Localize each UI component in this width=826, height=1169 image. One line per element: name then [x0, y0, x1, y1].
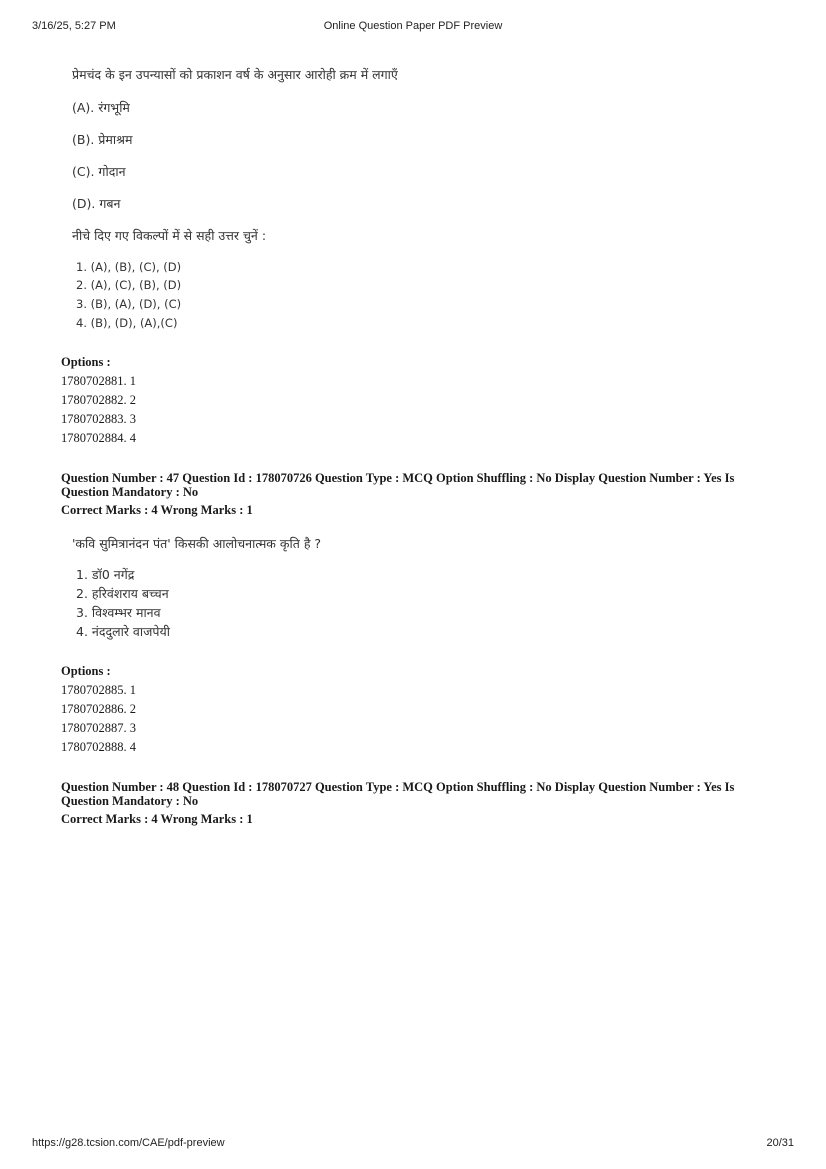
q46-choice-1: 1. (A), (B), (C), (D): [76, 260, 182, 274]
q48-marks: Correct Marks : 4 Wrong Marks : 1: [61, 812, 253, 826]
q47-question-text: 'कवि सुमित्रानंदन पंत' किसकी आलोचनात्मक कृति है ?: [72, 536, 322, 551]
footer-url[interactable]: https://g28.tcsion.com/CAE/pdf-preview: [32, 1137, 225, 1149]
q46-option-3: 1780702883. 3: [61, 412, 136, 426]
q47-meta: [61, 471, 761, 499]
q46-option-1: 1780702881. 1: [61, 374, 136, 388]
document-title: Online Question Paper PDF Preview: [323, 20, 503, 32]
q46-item-a: (A). रंगभूमि: [72, 100, 130, 115]
q48-meta: [61, 780, 761, 808]
q46-option-2: 1780702882. 2: [61, 393, 136, 407]
q47-option-2: 1780702886. 2: [61, 702, 136, 716]
print-datetime: 3/16/25, 5:27 PM: [32, 20, 116, 32]
q47-choice-2: 2. हरिवंशराय बच्चन: [76, 586, 169, 601]
q46-question-text: प्रेमचंद के इन उपन्यासों को प्रकाशन वर्ष के अनुसार आरोही क्रम में लगाएँ: [72, 67, 398, 82]
q46-item-b: (B). प्रेमाश्रम: [72, 132, 133, 147]
q47-option-4: 1780702888. 4: [61, 740, 136, 754]
q47-marks: Correct Marks : 4 Wrong Marks : 1: [61, 503, 253, 517]
page-number: 20/31: [766, 1137, 794, 1149]
q46-choice-3: 3. (B), (A), (D), (C): [76, 297, 182, 311]
q46-item-d: (D). गबन: [72, 196, 121, 211]
q46-instruction: नीचे दिए गए विकल्पों में से सही उत्तर चुनें :: [72, 228, 267, 243]
q47-choice-4: 4. नंददुलारे वाजपेयी: [76, 624, 170, 639]
q47-options-label: Options :: [61, 664, 111, 678]
q46-options-label: Options :: [61, 355, 111, 369]
q48-meta-line1: Question Number : 48 Question Id : 178070727 Question Type : MCQ Option Shuffling : No Display Question Number : Yes Is: [61, 780, 735, 794]
q48-meta-line2: Question Mandatory : No: [61, 794, 199, 808]
q46-item-c: (C). गोदान: [72, 164, 126, 179]
q47-meta-line2: Question Mandatory : No: [61, 485, 199, 499]
q47-choice-3: 3. विश्वम्भर मानव: [76, 605, 161, 620]
q47-option-3: 1780702887. 3: [61, 721, 136, 735]
q47-option-1: 1780702885. 1: [61, 683, 136, 697]
q46-choice-2: 2. (A), (C), (B), (D): [76, 278, 182, 292]
page-header: [0, 20, 826, 34]
q46-choice-4: 4. (B), (D), (A),(C): [76, 316, 178, 330]
q47-meta-line1: Question Number : 47 Question Id : 178070726 Question Type : MCQ Option Shuffling : No Display Question Number : Yes Is: [61, 471, 735, 485]
page-footer: [0, 1137, 826, 1151]
q46-option-4: 1780702884. 4: [61, 431, 136, 445]
q47-choice-1: 1. डॉ0 नगेंद्र: [76, 567, 135, 582]
